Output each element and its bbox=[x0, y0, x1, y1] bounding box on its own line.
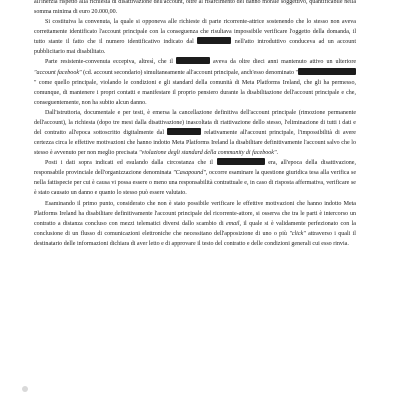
paragraph-2-italic-term: "account facebook" bbox=[34, 69, 82, 76]
paragraph-2-text-a: Parte resistente-convenuta eccepiva, altresì, che il bbox=[45, 59, 173, 66]
paragraph-5-italic-click: "click" bbox=[289, 230, 306, 237]
paragraph-3-italic-quote: "violazione degli standard della community di facebook" bbox=[138, 150, 277, 157]
paragraph-5-text-c: , il quale si è validamente perfezionato con la conclusione di un flusso di comunicazioni elettroniche che necessitano dell'apposizione di uno o più bbox=[34, 220, 356, 237]
paragraph-1 bbox=[34, 17, 356, 57]
paragraph-4-text-a: Posti i dati sopra indicati ed esulando dalla circostanza che il bbox=[45, 160, 213, 167]
paragraph-2 bbox=[34, 57, 356, 107]
redacted-name-block bbox=[197, 37, 231, 44]
paragraph-1-text-b: nell'atto introduttivo conduceva ad un account pubblicitario mai disabilitato. bbox=[34, 39, 357, 56]
paragraph-0 bbox=[34, 0, 356, 17]
paragraph-2-text-e: " come quello principale, violando le condizioni e gli standard della comunità di Meta Platforms Ireland, che gli ha permesso, comunque, di mantenere i propri contatti e manifestare il proprio pensiero durante la disabilitazione dell'account principale e che, conseguentemente, non ha subito alcun danno. bbox=[34, 79, 356, 106]
paragraph-1-text-a: Si costituiva la convenuta, la quale si opponeva alle richieste di parte ricorrente-attrice sostenendo che lo stesso non aveva correttamente identificato l'account principale con la conseguenza che risultava impossibile verificare l'oggetto della domanda, il tutto stante il fatto che il numero identificativo indicato dal bbox=[34, 19, 356, 46]
paragraph-4-text-d: , occorre esaminare la questione giuridica tesa alla verifica se nella fattispecie per cui è causa vi possa essere o meno una responsabilità contrattuale e, in caso di risposta affermativa, verificare se è stato causato un danno e quanto lo stesso può essere valutato. bbox=[34, 170, 356, 197]
redacted-name-block bbox=[298, 68, 356, 75]
redacted-name-block bbox=[176, 57, 210, 64]
paragraph-5 bbox=[34, 199, 356, 249]
redacted-name-block bbox=[167, 128, 201, 135]
paragraph-2-text-b: aveva da oltre dieci anni mantenuto attivo un ulteriore bbox=[212, 59, 357, 66]
paragraph-4-italic-org: "Casapound" bbox=[173, 170, 206, 177]
document-body bbox=[34, 0, 356, 249]
paragraph-3 bbox=[34, 108, 356, 158]
paragraph-5-text-a: Esaminando il primo punto, considerato che non è stato possibile verificare le effettive motivazioni che hanno indotto Meta Platforms Ireland ha disabilitare definitivamente l'account principale del ricorrente-attore, si osserva che tra le parti è intercorso un contratto a distanza concluso con mezzi telematici diversi dallo scambio di bbox=[34, 200, 356, 227]
paragraph-2-text-d: (cd. account secondario) simultaneamente all'account principale, anch'esso denominato " bbox=[83, 69, 298, 76]
paragraph-3-text-d: . bbox=[276, 150, 279, 157]
paragraph-3-text-b: relativamente all'account principale, l'impossibilità di avere certezza circa le effettive motivazioni che hanno indotto Meta Platforms Ireland la disabilitare definitivamente l'account salvo che lo stesso è avvenuto per non meglio precisata bbox=[34, 130, 356, 157]
paragraph-4 bbox=[34, 158, 356, 198]
paragraph-3-text-a: Dall'istruttoria, documentale e per testi, è emersa la cancellazione definitiva dell'account principale (rimozione permanente dell'account), la richiesta (dopo tre mesi dalla disattivazione) inascoltata di riattivazione dello stesso, l'eliminazione di tutti i dati e del contratto all'epoca sottoscritto digitalmente dal bbox=[34, 109, 356, 137]
paragraph-4-text-b: era, all'epoca della disattivazione, responsabile provinciale dell'organizzazione denominata bbox=[34, 160, 356, 177]
paragraph-5-italic-email: email bbox=[226, 220, 240, 227]
paragraph-0-text: all'inerzia rispetto alla richiesta di disattivazione dell'account, oltre al risarcimento del danno morale soggettivo, quantificabile nella somma minima di euro 20.000,00. bbox=[34, 0, 356, 16]
page-corner-mark bbox=[22, 386, 28, 392]
redacted-name-block bbox=[217, 158, 265, 165]
paragraph-5-text-e: attraverso i quali il destinatario delle informazioni dichiara di aver letto e di approvare il testo del contratto e delle condizioni generali cui esso rinvia. bbox=[34, 230, 356, 247]
